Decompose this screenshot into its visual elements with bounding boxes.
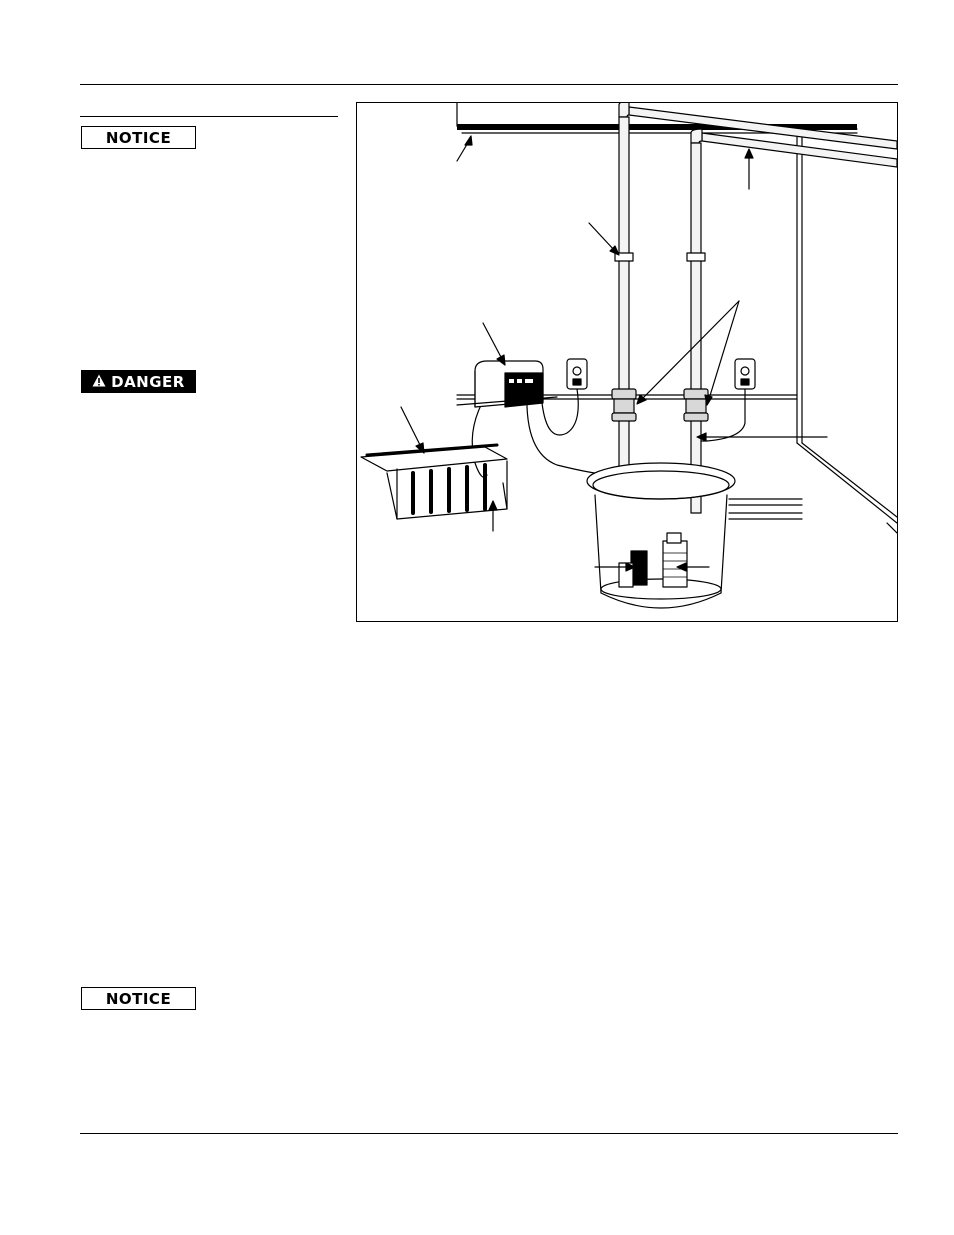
- footer-rule: [80, 1133, 898, 1134]
- horizontal-discharge-pipes: [619, 103, 897, 167]
- danger-label: DANGER: [111, 372, 185, 391]
- notice-label: NOTICE: [105, 989, 172, 1008]
- notice-badge-top: [81, 126, 196, 149]
- callout-arrows: [401, 136, 827, 571]
- battery-box: [361, 445, 507, 519]
- check-valves: [612, 389, 708, 421]
- header-rule: [80, 84, 898, 85]
- wall-outlets: [567, 359, 755, 389]
- installation-illustration: [356, 102, 898, 622]
- sidebar-top-rule: [80, 116, 338, 117]
- danger-badge: [81, 370, 196, 393]
- notice-badge-bottom: [81, 987, 196, 1010]
- warning-triangle-icon: [92, 373, 106, 391]
- notice-label: NOTICE: [105, 128, 172, 147]
- backup-controller: [457, 361, 557, 407]
- vertical-discharge-pipes: [615, 117, 705, 513]
